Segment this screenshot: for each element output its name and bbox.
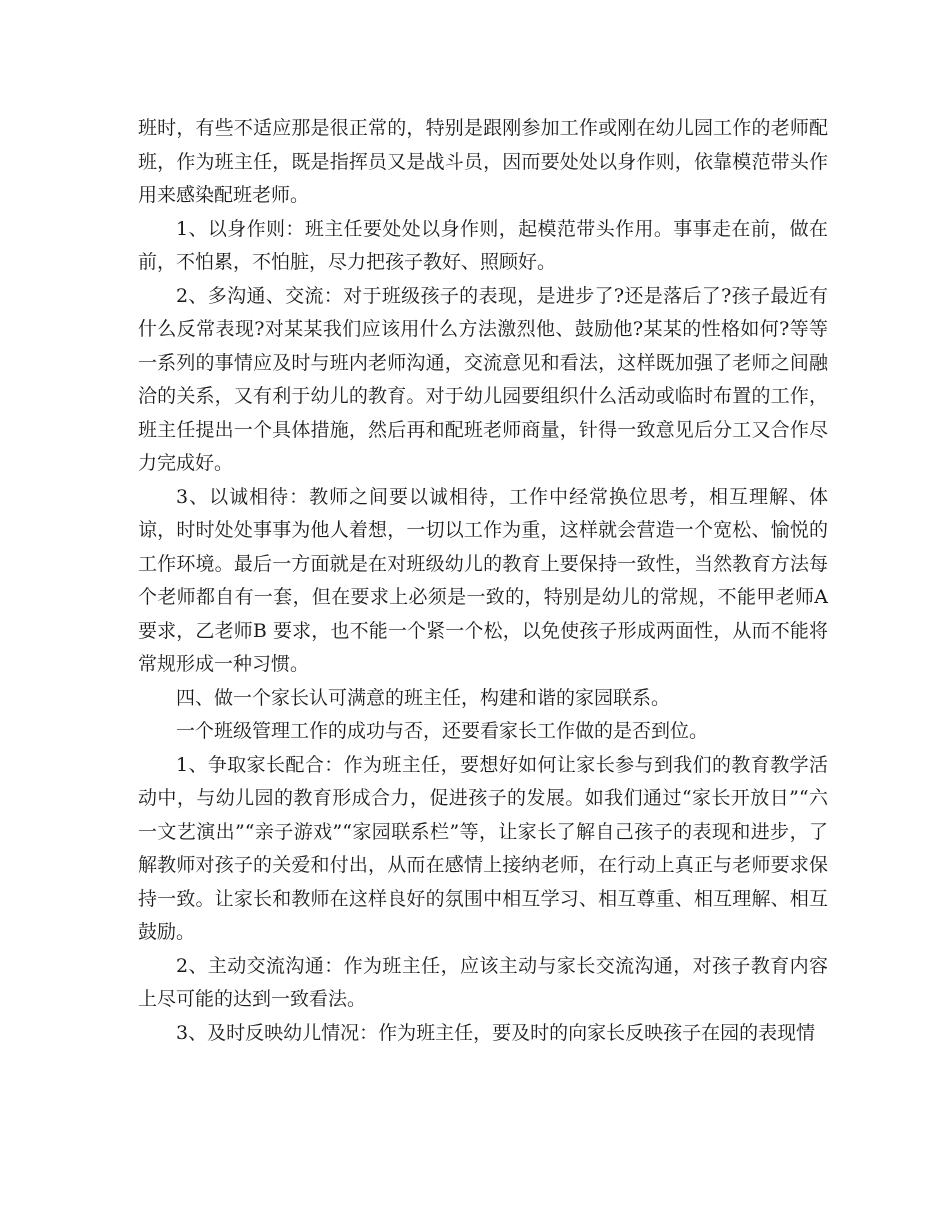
document-body [138, 112, 828, 1050]
paragraph-communication: 2、多沟通、交流：对于班级孩子的表现，是进步了?还是落后了?孩子最近有什么反常表现?对某某我们应该用什么方法激烈他、鼓励他?某某的性格如何?等等一系列的事情应及时与班内老师沟通，交流意见和看法，这样既加强了老师之间融洽的关系，又有利于幼儿的教育。对于幼儿园要组织什么活动或临时布置的工作，班主任提出一个具体措施，然后再和配班老师商量，针得一致意见后分工又合作尽力完成好。 [138, 284, 828, 474]
paragraph-parent-cooperation: 1、争取家长配合：作为班主任，要想好如何让家长参与到我们的教育教学活动中，与幼儿园的教育形成合力，促进孩子的发展。如我们通过“家长开放日”“六一文艺演出”“亲子游戏”“家园联系栏”等，让家长了解自己孩子的表现和进步，了解教师对孩子的关爱和付出，从而在感情上接纳老师，在行动上真正与老师要求保持一致。让家长和教师在这样良好的氛围中相互学习、相互尊重、相互理解、相互鼓励。 [138, 753, 828, 943]
paragraph-timely-feedback: 3、及时反映幼儿情况：作为班主任，要及时的向家长反映孩子在园的表现情 [176, 1021, 816, 1044]
paragraph-active-communication: 2、主动交流沟通：作为班主任，应该主动与家长交流沟通，对孩子教育内容上尽可能的达到一致看法。 [138, 954, 828, 1010]
paragraph-sincerity: 3、以诚相待：教师之间要以诚相待，工作中经常换位思考，相互理解、体谅，时时处处事事为他人着想，一切以工作为重，这样就会营造一个宽松、愉悦的工作环境。最后一方面就是在对班级幼儿的教育上要保持一致性，当然教育方法每个老师都自有一套，但在要求上必须是一致的，特别是幼儿的常规，不能甲老师A要求，乙老师B 要求，也不能一个紧一个松，以免使孩子形成两面性，从而不能将常规形成一种习惯。 [138, 485, 828, 675]
section-heading-parents: 四、做一个家长认可满意的班主任，构建和谐的家园联系。 [176, 686, 671, 709]
paragraph-lead-by-example: 1、以身作则：班主任要处处以身作则，起模范带头作用。事事走在前，做在前，不怕累，不怕脏，尽力把孩子教好、照顾好。 [138, 217, 828, 273]
paragraph-parent-work: 一个班级管理工作的成功与否，还要看家长工作做的是否到位。 [176, 720, 709, 742]
paragraph-continuation: 班时，有些不适应那是很正常的，特别是跟刚参加工作或刚在幼儿园工作的老师配班，作为班主任，既是指挥员又是战斗员，因而要处处以身作则，依靠模范带头作用来感染配班老师。 [138, 117, 828, 206]
